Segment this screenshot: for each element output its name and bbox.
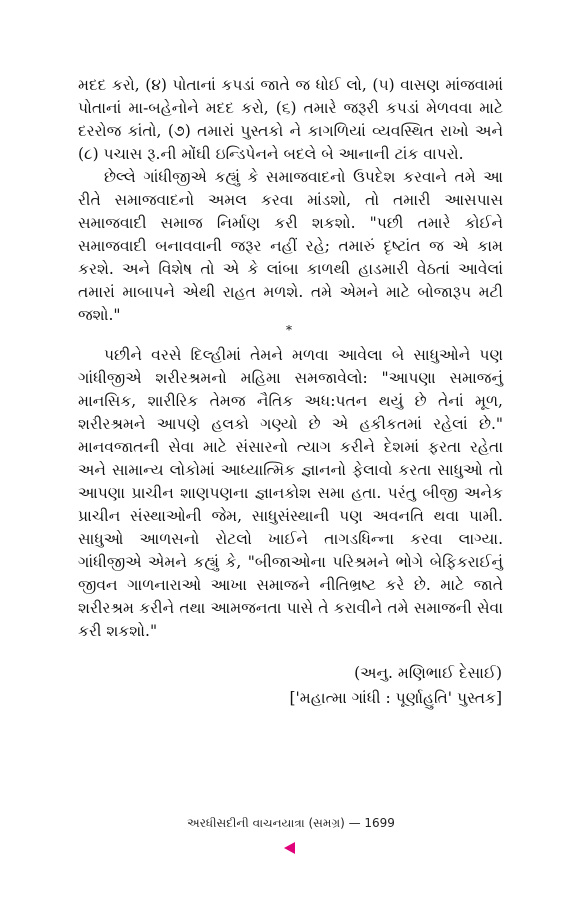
body-text-bottom	[78, 344, 503, 643]
paragraph-continued: મદદ કરો, (૪) પોતાનાં કપડાં જાતે જ ધોઈ લો, (૫) વાસણ માંજવામાં પોતાનાં મા-બહેનોને મદદ કરો, (૬) તમારે જરૂરી કપડાં મેળવવા માટે દરરોજ કાંતો, (૭) તમારાં પુસ્તકો ને કાગળિયાં વ્યવસ્થિત રાખો અને (૮) પચાસ રૂ.ની મોંઘી ઇન્ડિપેનને બદલે બે આનાની ટાંક વાપરો.	[78, 76, 503, 163]
page-footer: અરધીસદીની વાચનયાત્રા (સમગ્ર) — 1699	[187, 816, 395, 830]
left-triangle-arrow-icon[interactable]	[284, 842, 295, 854]
source-credit: ['મહાત્મા ગાંધી : પૂર્ણાહુતિ' પુસ્તક]	[289, 689, 502, 707]
body-text-top	[78, 74, 503, 327]
paragraph-sadhus: પછીને વરસે દિલ્હીમાં તેમને મળવા આવેલા બે સાધુઓને પણ ગાંધીજીએ શરીરશ્રમનો મહિમા સમજાવેલો: "આપણા સમાજનું માનસિક, શારીરિક તેમજ નૈતિક અધ:પતન થયું છે તેનાં મૂળ, શરીરશ્રમને આપણે હલકો ગણ્યો છે એ હકીકતમાં રહેલાં છે." માનવજાતની સેવા માટે સંસારનો ત્યાગ કરીને દેશમાં ફરતા રહેતા અને સામાન્ય લોકોમાં આધ્યાત્મિક જ્ઞાનનો ફેલાવો કરતા સાધુઓ તો આપણા પ્રાચીન શાણપણના જ્ઞાનકોશ સમા હતા. પરંતુ બીજી અનેક પ્રાચીન સંસ્થાઓની જેમ, સાધુસંસ્થાની પણ અવનતિ થવા પામી. સાધુઓ આળસનો રોટલો ખાઈને તાગડધિન્ના કરવા લાગ્યા. ગાંધીજીએ એમને કહ્યું કે, "બીજાઓના પરિશ્રમને ભોગે બેફિકરાઈનું જીવન ગાળનારાઓ આખા સમાજને નીતિભ્રષ્ટ કરે છે. માટે જાતે શરીરશ્રમ કરીને તથા આમજનતા પાસે તે કરાવીને તમે સમાજની સેવા કરી શકશો."	[78, 346, 503, 640]
paragraph-socialism: છેલ્લે ગાંધીજીએ કહ્યું કે સમાજવાદનો ઉપદેશ કરવાને તમે આ રીતે સમાજવાદનો અમલ કરવા માંડશો, તો તમારી આસપાસ સમાજવાદી સમાજ નિર્માણ કરી શકશો. "પછી તમારે કોઈને સમાજવાદી બનાવવાની જરૂર નહીં રહે; તમારું દૃષ્ટાંત જ એ કામ કરશે. અને વિશેષ તો એ કે લાંબા કાળથી હાડમારી વેઠતાં આવેલાં તમારાં માબાપને એથી રાહત મળશે. તમે એમને માટે બોજારૂપ મટી જશો."	[78, 168, 503, 324]
translator-credit: (અનુ. મણિભાઈ દેસાઈ)	[354, 664, 502, 682]
section-divider-asterisk: *	[286, 323, 292, 337]
